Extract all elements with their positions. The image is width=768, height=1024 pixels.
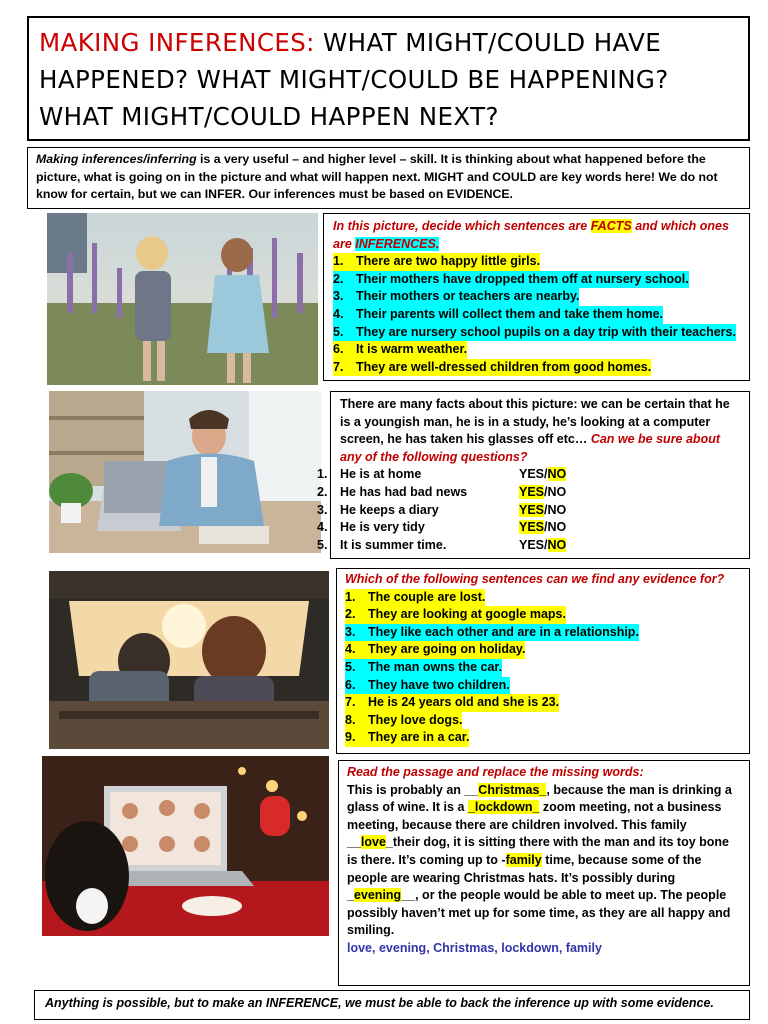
photo-couple-car: [49, 571, 329, 749]
section1-prompt-b: and which ones are: [333, 219, 729, 251]
list-item: 2. Their mothers have dropped them off at nursery school.: [333, 271, 740, 289]
list-item: 2. He has had bad news YES/NO: [317, 484, 567, 499]
photo-christmas-call: [42, 756, 329, 936]
section3-list: [345, 589, 741, 747]
list-item: 2. They are looking at google maps.: [345, 606, 741, 624]
list-item: 3. He keeps a diary YES/NO: [317, 502, 567, 517]
photo-stressed-man: [49, 391, 321, 553]
list-item: 4. Their parents will collect them and take them home.: [333, 306, 740, 324]
list-item: 3. They like each other and are in a relationship.: [345, 624, 741, 642]
intro-text: is a very useful – and higher level – skill. It is thinking about what happened before the picture, what is going on in the picture and what will happen next. MIGHT and COULD are key words here! We do not know for certain, but we can INFER. Our inferences must be based on EVIDENCE.: [36, 152, 718, 201]
section1-prompt: [333, 218, 740, 253]
list-item: 4. He is very tidy YES/NO: [317, 520, 567, 535]
page-title: [27, 16, 750, 141]
section2-prompt: Can we be sure about any of the following questions?: [340, 432, 721, 464]
section3-box: [336, 568, 750, 754]
list-item: 1. There are two happy little girls.: [333, 253, 740, 271]
list-item: 5. They are nursery school pupils on a day trip with their teachers.: [333, 324, 740, 342]
word-bank: love, evening, Christmas, lockdown, family: [347, 940, 602, 955]
list-item: 1. He is at home YES/NO: [317, 467, 567, 482]
section2-intro: [340, 396, 740, 466]
section1-prompt-facts: FACTS: [590, 219, 632, 233]
section4-passage: This is probably an __Christmas_, because the man is drinking a glass of wine. It is a _lockdown_ zoom meeting, not a business meeting, because there are children involved. This family __love_their dog, it is sitting there with the man and its toy bone is there. It’s coming up to -family time, because some of the people are wearing Christmas hats. It’s possibly during _evening__, or the people would be able to meet up. The people possibly haven’t met up for some time, as they are all happy and smiling.: [347, 782, 732, 938]
section2-text: There are many facts about this picture: we can be certain that he is a youngish man, he is in a study, he’s looking at a computer screen, he has taken his glasses off etc…: [340, 397, 730, 447]
list-item: 3. Their mothers or teachers are nearby.: [333, 288, 740, 306]
section4-prompt: Read the passage and replace the missing words:: [347, 765, 644, 779]
list-item: 7. He is 24 years old and she is 23.: [345, 694, 741, 712]
list-item: 5. The man owns the car.: [345, 659, 741, 677]
footer-text: Anything is possible, but to make an INFERENCE, we must be able to back the inference up with some evidence.: [45, 996, 714, 1010]
section2-box: [317, 391, 750, 559]
title-red: MAKING INFERENCES:: [39, 28, 315, 57]
intro-box: [27, 147, 750, 209]
photo-girls-meadow: [47, 213, 318, 385]
list-item: 8. They love dogs.: [345, 712, 741, 730]
list-item: 6. They have two children.: [345, 677, 741, 695]
list-item: 7. They are well-dressed children from good homes.: [333, 359, 740, 377]
list-item: 9. They are in a car.: [345, 729, 741, 747]
list-item: 6. It is warm weather.: [333, 341, 740, 359]
section1-prompt-a: In this picture, decide which sentences are: [333, 219, 588, 233]
list-item: 1. The couple are lost.: [345, 589, 741, 607]
blank-love: love: [360, 835, 386, 850]
section3-prompt: Which of the following sentences can we find any evidence for?: [345, 572, 725, 586]
section4-box: [338, 760, 750, 986]
blank-christmas: Christmas_: [478, 782, 547, 797]
section2-list: [317, 466, 740, 554]
section1-prompt-inferences: INFERENCES.: [355, 236, 440, 251]
section1-box: [323, 213, 750, 381]
list-item: 4. They are going on holiday.: [345, 641, 741, 659]
title-questions: WHAT MIGHT/COULD HAVE HAPPENED? WHAT MIGHT/COULD BE HAPPENING? WHAT MIGHT/COULD HAPPEN NEXT?: [39, 28, 669, 131]
footer-note: [34, 990, 750, 1020]
list-item: 5. It is summer time. YES/NO: [317, 537, 567, 552]
blank-family: family: [505, 852, 542, 867]
blank-lockdown: _lockdown_: [467, 800, 540, 815]
section1-list: [333, 253, 740, 376]
intro-lead: Making inferences/inferring: [36, 152, 197, 166]
blank-evening: evening: [353, 888, 402, 903]
